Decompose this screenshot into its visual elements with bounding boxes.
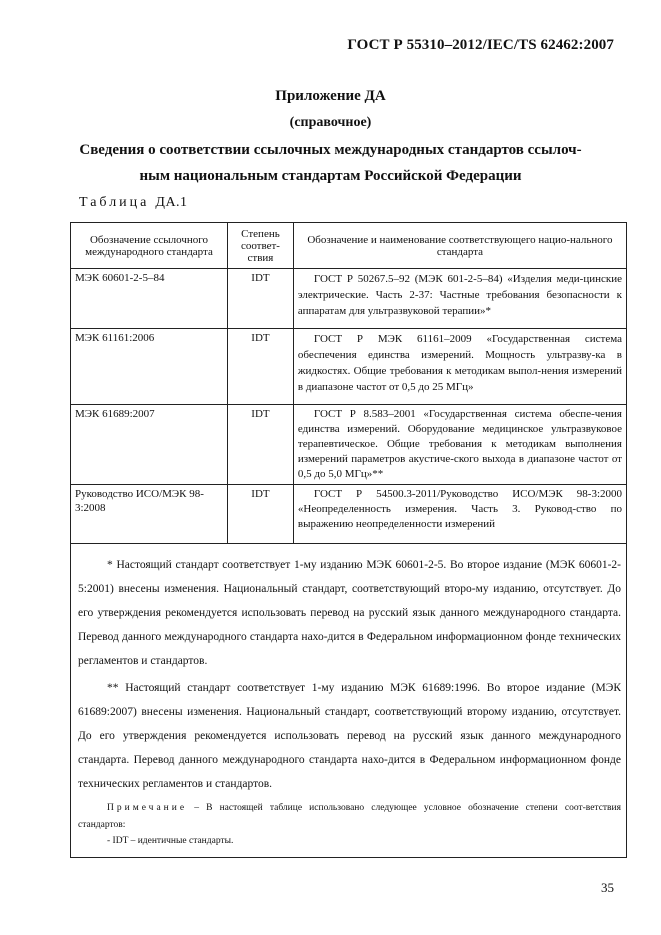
cell-degree: IDT [228,405,294,485]
cell-degree: IDT [228,329,294,405]
cell-degree: IDT [228,485,294,544]
table-note [78,800,621,834]
table-caption-number: ДА.1 [155,195,188,210]
cell-national: ГОСТ Р 50267.5–92 (МЭК 601-2-5–84) «Изделия меди-цинские электрические. Часть 2-37: Частные требования безопасности к аппаратам для ультразвуковой терапии»* [293,269,626,329]
page-number: 35 [601,880,614,895]
footnote-2: ** Настоящий стандарт соответствует 1-му изданию МЭК 61689:1996. Во второе издание (МЭК 61689:2007) внесены изменения. Национальный стандарт, соответствующий второму изданию, отсутствует. До его утверждения рекомендуется использовать перевод на русский язык данного международного стандарта. Перевод данного международного стандарта нахо-дится в Федеральном информационном фонде технических регламентов и стандартов. [78,682,621,790]
header-ref-standard: Обозначение ссылочного международного стандарта [71,223,228,269]
reference-table [70,222,627,544]
appendix-subtitle: (справочное) [289,115,372,130]
appendix-title: Приложение ДА [275,88,386,104]
note-label: Примечание [107,803,188,813]
cell-ref: МЭК 61161:2006 [71,329,228,405]
document-code: ГОСТ Р 55310–2012/IEC/TS 62462:2007 [347,37,614,53]
header-national-standard: Обозначение и наименование соответствующего нацио-нального стандарта [293,223,626,269]
header-degree: Степень соответ-ствия [228,223,294,269]
table-row [71,269,627,329]
section-title-line-2: ным национальным стандартам Российской Федерации [139,168,522,184]
table-caption-label: Таблица [79,195,150,210]
cell-national: ГОСТ Р 54500.3-2011/Руководство ИСО/МЭК 98-3:2000 «Неопределенность измерения. Часть 3. Руковод-ство по выражению неопределенности измерений [293,485,626,544]
table-row [71,329,627,405]
table-caption [79,195,188,211]
section-title-line-1: Сведения о соответствии ссылочных международных стандартов ссылоч- [79,142,582,158]
table-row [71,405,627,485]
cell-national: ГОСТ Р 8.583–2001 «Государственная система обеспе-чения единства измерений. Оборудование медицинское ультразвуковое терапевтическое. Общие требования к методикам выполнения измерений параметров акустиче-ского выхода в диапазоне частот от 0,5 до 5,0 МГц»** [293,405,626,485]
table-header-row [71,223,627,269]
cell-national: ГОСТ Р МЭК 61161–2009 «Государственная система обеспечения единства измерений. Мощность ультразву-ка в жидкостях. Общие требования к методикам выпол-нения измерений в диапазоне частот от 0,5 до 25 МГц» [293,329,626,405]
cell-ref: Руководство ИСО/МЭК 98-3:2008 [71,485,228,544]
footnote-1: * Настоящий стандарт соответствует 1-му изданию МЭК 60601-2-5. Во второе издание (МЭК 60601-2-5:2001) внесены изменения. Национальный стандарт, соответствующий второ-му изданию, отсутствует. До его утверждения рекомендуется использовать перевод на русский язык данного международного стандарта. Перевод данного международного стандарта нахо-дится в Федеральном информационном фонде технических регламентов и стандартов. [78,559,621,667]
cell-degree: IDT [228,269,294,329]
note-text: – В настоящей таблице использовано следующее условное обозначение степени соот-ветствия стандартов: [78,803,621,830]
table-row [71,485,627,544]
cell-ref: МЭК 61689:2007 [71,405,228,485]
note-item: - IDT – идентичные стандарты. [107,836,234,846]
cell-ref: МЭК 60601-2-5–84 [71,269,228,329]
